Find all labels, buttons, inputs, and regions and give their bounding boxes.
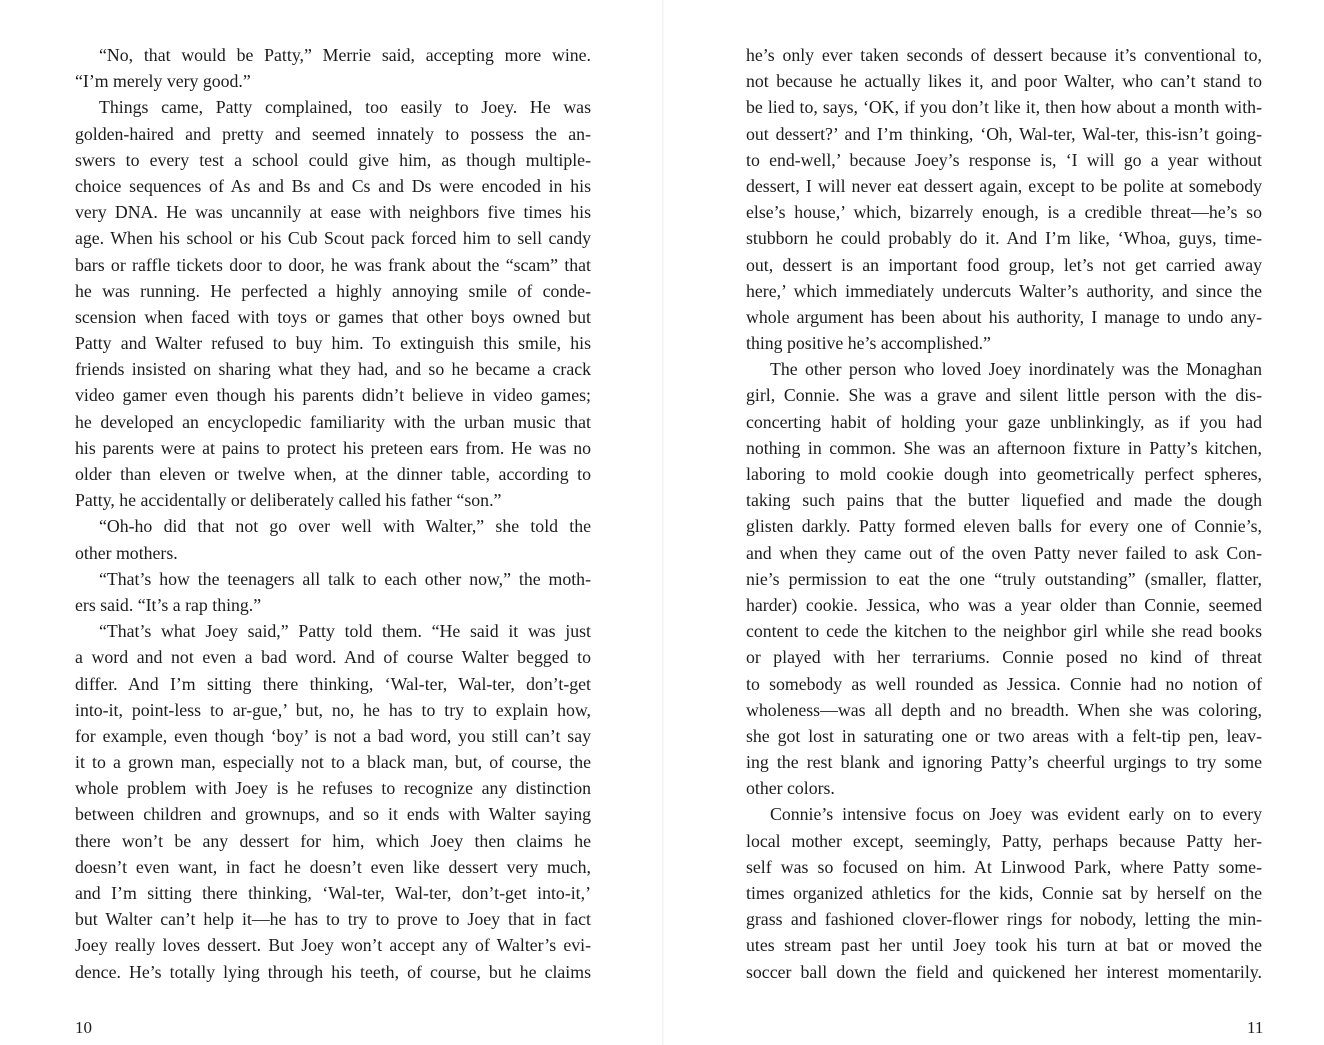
- left-page-text: [75, 42, 591, 985]
- text-line: times organized athletics for the kids, Connie sat by herself on the: [746, 883, 1262, 903]
- text-line: Connie’s intensive focus on Joey was evident early on to every: [770, 804, 1262, 825]
- text-line: swers to every test a school could give him, as though multiple-: [75, 149, 591, 170]
- text-line: scension when faced with toys or games that other boys owned but: [75, 306, 591, 327]
- text-line: he developed an encyclopedic familiarity with the urban music that: [75, 411, 591, 432]
- text-line: not because he actually likes it, and poor Walter, who can’t stand to: [746, 71, 1262, 92]
- text-line: doesn’t even want, in fact he doesn’t even like dessert very much,: [75, 856, 591, 877]
- text-line: content to cede the kitchen to the neighbor girl while she read books: [746, 621, 1262, 642]
- text-line: laboring to mold cookie dough into geometrically perfect spheres,: [746, 464, 1262, 484]
- text-line: girl, Connie. She was a grave and silent little person with the dis-: [746, 385, 1262, 406]
- text-line: else’s house,’ which, bizarrely enough, is a credible threat—he’s so: [746, 202, 1262, 223]
- text-line: to somebody as well rounded as Jessica. Connie had no notion of: [746, 673, 1262, 694]
- right-page-text: [746, 42, 1262, 985]
- text-line: stubborn he could probably do it. And I’m like, ‘Whoa, guys, time-: [746, 228, 1262, 249]
- text-line: Patty, he accidentally or deliberately called his father “son.”: [75, 490, 502, 511]
- text-line: Things came, Patty complained, too easily to Joey. He was: [99, 97, 591, 118]
- text-line: very DNA. He was uncannily at ease with neighbors five times his: [75, 202, 591, 223]
- text-line: she got lost in saturating one or two areas with a felt-tip pen, leav-: [746, 725, 1262, 746]
- text-line: “No, that would be Patty,” Merrie said, accepting more wine.: [99, 45, 591, 65]
- text-line: grass and fashioned clover-flower rings for nobody, letting the min-: [746, 909, 1262, 930]
- text-line: golden-haired and pretty and seemed innately to possess the an-: [75, 123, 591, 144]
- text-line: whole problem with Joey is he refuses to recognize any distinction: [75, 778, 591, 799]
- text-line: dence. He’s totally lying through his teeth, of course, but he claims: [75, 961, 591, 982]
- text-line: “Oh-ho did that not go over well with Walter,” she told the: [99, 516, 591, 537]
- text-line: he’s only ever taken seconds of dessert because it’s conventional to,: [746, 45, 1262, 65]
- text-line: Patty and Walter refused to buy him. To extinguish this smile, his: [75, 333, 591, 354]
- text-line: for example, even though ‘boy’ is not a bad word, you still can’t say: [75, 725, 591, 746]
- text-line: older than eleven or twelve when, at the dinner table, according to: [75, 464, 591, 484]
- text-line: other mothers.: [75, 542, 178, 563]
- text-line: Joey really loves dessert. But Joey won’t accept any of Walter’s evi-: [75, 935, 591, 956]
- text-line: between children and grownups, and so it ends with Walter saying: [75, 804, 591, 825]
- page-gutter: [662, 0, 664, 1045]
- text-line: be lied to, says, ‘OK, if you don’t like it, then how about a month with-: [746, 97, 1262, 118]
- text-line: differ. And I’m sitting there thinking, ‘Wal-ter, Wal-ter, don’t-get: [75, 673, 591, 694]
- text-line: “That’s what Joey said,” Patty told them. “He said it was just: [99, 621, 591, 642]
- text-line: soccer ball down the field and quickened her interest momentarily.: [746, 961, 1262, 982]
- text-line: there won’t be any dessert for him, which Joey then claims he: [75, 830, 591, 851]
- text-line: utes stream past her until Joey took his turn at bat or moved the: [746, 935, 1262, 956]
- text-line: out dessert?’ and I’m thinking, ‘Oh, Wal-ter, Wal-ter, this-isn’t going-: [746, 123, 1262, 144]
- text-line: glisten darkly. Patty formed eleven balls for every one of Connie’s,: [746, 516, 1262, 537]
- text-line: dessert, I will never eat dessert again, except to be polite at somebody: [746, 175, 1262, 196]
- text-line: ing the rest blank and ignoring Patty’s cheerful urgings to try some: [746, 752, 1262, 773]
- text-line: nie’s permission to eat the one “truly outstanding” (smaller, flatter,: [746, 568, 1262, 589]
- text-line: concerting habit of holding your gaze unblinkingly, as if you had: [746, 411, 1262, 432]
- text-line: The other person who loved Joey inordinately was the Monaghan: [770, 359, 1262, 380]
- text-line: into-it, point-less to ar-gue,’ but, no, he has to try to explain how,: [75, 699, 591, 720]
- text-line: it to a grown man, especially not to a black man, but, of course, the: [75, 752, 591, 773]
- text-line: other colors.: [746, 778, 835, 799]
- text-line: age. When his school or his Cub Scout pack forced him to sell candy: [75, 228, 591, 249]
- text-line: he was running. He perfected a highly annoying smile of conde-: [75, 280, 591, 301]
- text-line: local mother except, seemingly, Patty, perhaps because Patty her-: [746, 830, 1262, 851]
- text-line: video gamer even though his parents didn’t believe in video games;: [75, 385, 591, 406]
- text-line: his parents were at pains to protect his preteen ears from. He was no: [75, 437, 591, 458]
- text-line: bars or raffle tickets door to door, he was frank about the “scam” that: [75, 254, 591, 275]
- text-line: and when they came out of the oven Patty never failed to ask Con-: [746, 542, 1262, 563]
- text-line: to end-well,’ because Joey’s response is, ‘I will go a year without: [746, 149, 1262, 170]
- text-line: choice sequences of As and Bs and Cs and Ds were encoded in his: [75, 175, 591, 196]
- text-line: “That’s how the teenagers all talk to each other now,” the moth-: [99, 568, 591, 589]
- text-line: self was so focused on him. At Linwood Park, where Patty some-: [746, 856, 1262, 877]
- text-line: friends insisted on sharing what they had, and so he became a crack: [75, 359, 591, 380]
- text-line: harder) cookie. Jessica, who was a year older than Connie, seemed: [746, 594, 1262, 615]
- text-line: out, dessert is an important food group, let’s not get carried away: [746, 254, 1262, 275]
- text-line: thing positive he’s accomplished.”: [746, 333, 991, 354]
- text-line: wholeness—was all depth and no breadth. When she was coloring,: [746, 699, 1262, 720]
- text-line: a word and not even a bad word. And of course Walter begged to: [75, 647, 591, 668]
- text-line: but Walter can’t help it—he has to try to prove to Joey that in fact: [75, 909, 591, 930]
- right-page-number: 11: [1247, 1018, 1264, 1037]
- text-line: ers said. “It’s a rap thing.”: [75, 594, 262, 615]
- text-line: or played with her terrariums. Connie posed no kind of threat: [746, 647, 1262, 668]
- text-line: here,’ which immediately undercuts Walter’s authority, and since the: [746, 280, 1262, 301]
- text-line: whole argument has been about his authority, I manage to undo any-: [746, 306, 1262, 327]
- text-line: and I’m sitting there thinking, ‘Wal-ter, Wal-ter, don’t-get into-it,’: [75, 883, 591, 903]
- left-page-number: 10: [75, 1018, 92, 1037]
- text-line: taking such pains that the butter liquefied and made the dough: [746, 490, 1262, 511]
- text-line: “I’m merely very good.”: [75, 71, 251, 92]
- text-line: nothing in common. She was an afternoon fixture in Patty’s kitchen,: [746, 437, 1262, 458]
